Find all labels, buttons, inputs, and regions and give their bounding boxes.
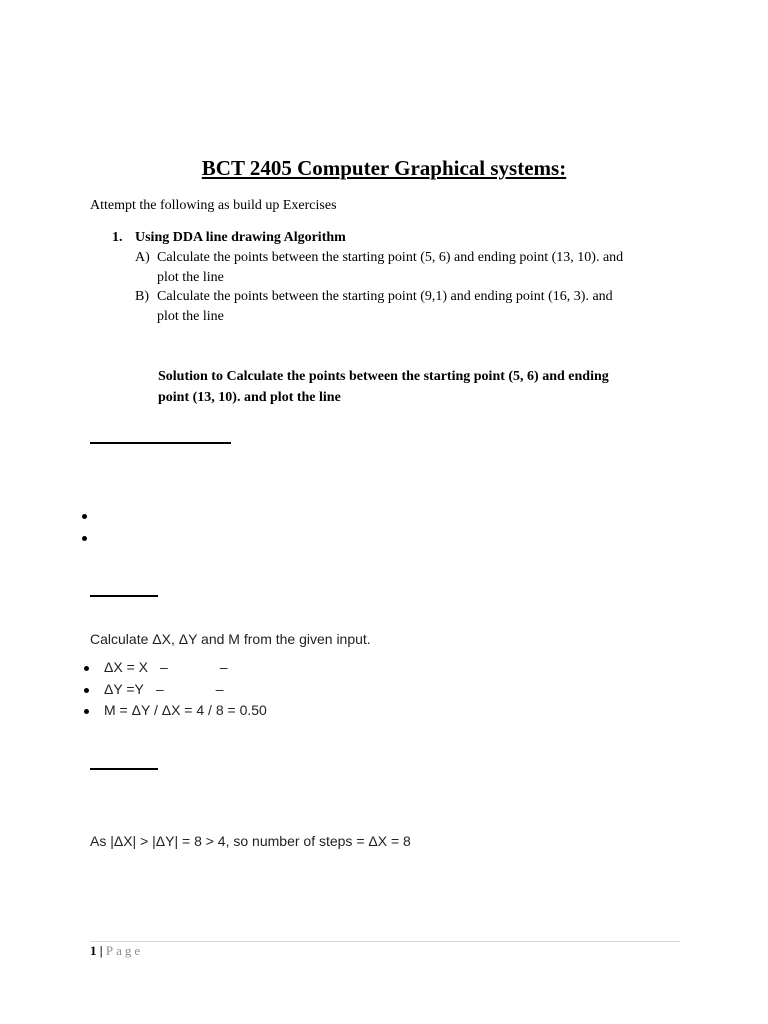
page-number: 1 <box>90 943 97 958</box>
intro-text: Attempt the following as build up Exercises <box>90 198 337 213</box>
calc-left: ΔX = X <box>104 659 148 675</box>
bullet-dot <box>84 688 89 693</box>
steps-text: As |ΔX| > |ΔY| = 8 > 4, so number of steps = ΔX = 8 <box>90 833 411 849</box>
calc-left: M = ΔY / ΔX = 4 / 8 = 0.50 <box>104 702 267 718</box>
question-part-a <box>135 248 695 288</box>
page-label: Page <box>105 943 144 958</box>
calculation-intro: Calculate ΔX, ΔY and M from the given input. <box>90 631 371 647</box>
solution-line1: Solution to Calculate the points between the starting point (5, 6) and ending <box>158 369 609 384</box>
bullet-dot <box>84 709 89 714</box>
question-part-b <box>135 287 695 327</box>
part-text-line2: plot the line <box>157 270 224 285</box>
part-text-line1: Calculate the points between the starting point (9,1) and ending point (16, 3). and <box>157 289 613 304</box>
calc-mid: – <box>155 681 164 697</box>
question-number: 1. <box>112 230 123 245</box>
part-text-line2: plot the line <box>157 309 224 324</box>
solution-heading <box>158 366 688 408</box>
calc-right: – <box>219 659 228 675</box>
section-rule <box>90 768 158 770</box>
calculation-item <box>84 702 267 718</box>
section-rule <box>90 442 231 444</box>
calc-right: – <box>215 681 224 697</box>
calculation-item <box>84 659 228 675</box>
section-rule <box>90 595 158 597</box>
bullet-dot <box>84 666 89 671</box>
document-title: BCT 2405 Computer Graphical systems: <box>201 156 567 180</box>
solution-line2: point (13, 10). and plot the line <box>158 390 341 405</box>
footer-divider <box>90 941 680 942</box>
footer-separator: | <box>99 943 103 958</box>
part-label: A) <box>135 250 150 265</box>
part-label: B) <box>135 289 149 304</box>
part-text-line1: Calculate the points between the starting point (5, 6) and ending point (13, 10). and <box>157 250 624 265</box>
calc-mid: – <box>159 659 168 675</box>
page-footer <box>90 943 143 959</box>
calc-left: ΔY =Y <box>104 681 144 697</box>
bullet-dot <box>82 536 87 541</box>
bullet-dot <box>82 514 87 519</box>
calculation-item <box>84 681 223 697</box>
question-heading <box>112 230 346 246</box>
question-heading-text: Using DDA line drawing Algorithm <box>135 230 346 245</box>
